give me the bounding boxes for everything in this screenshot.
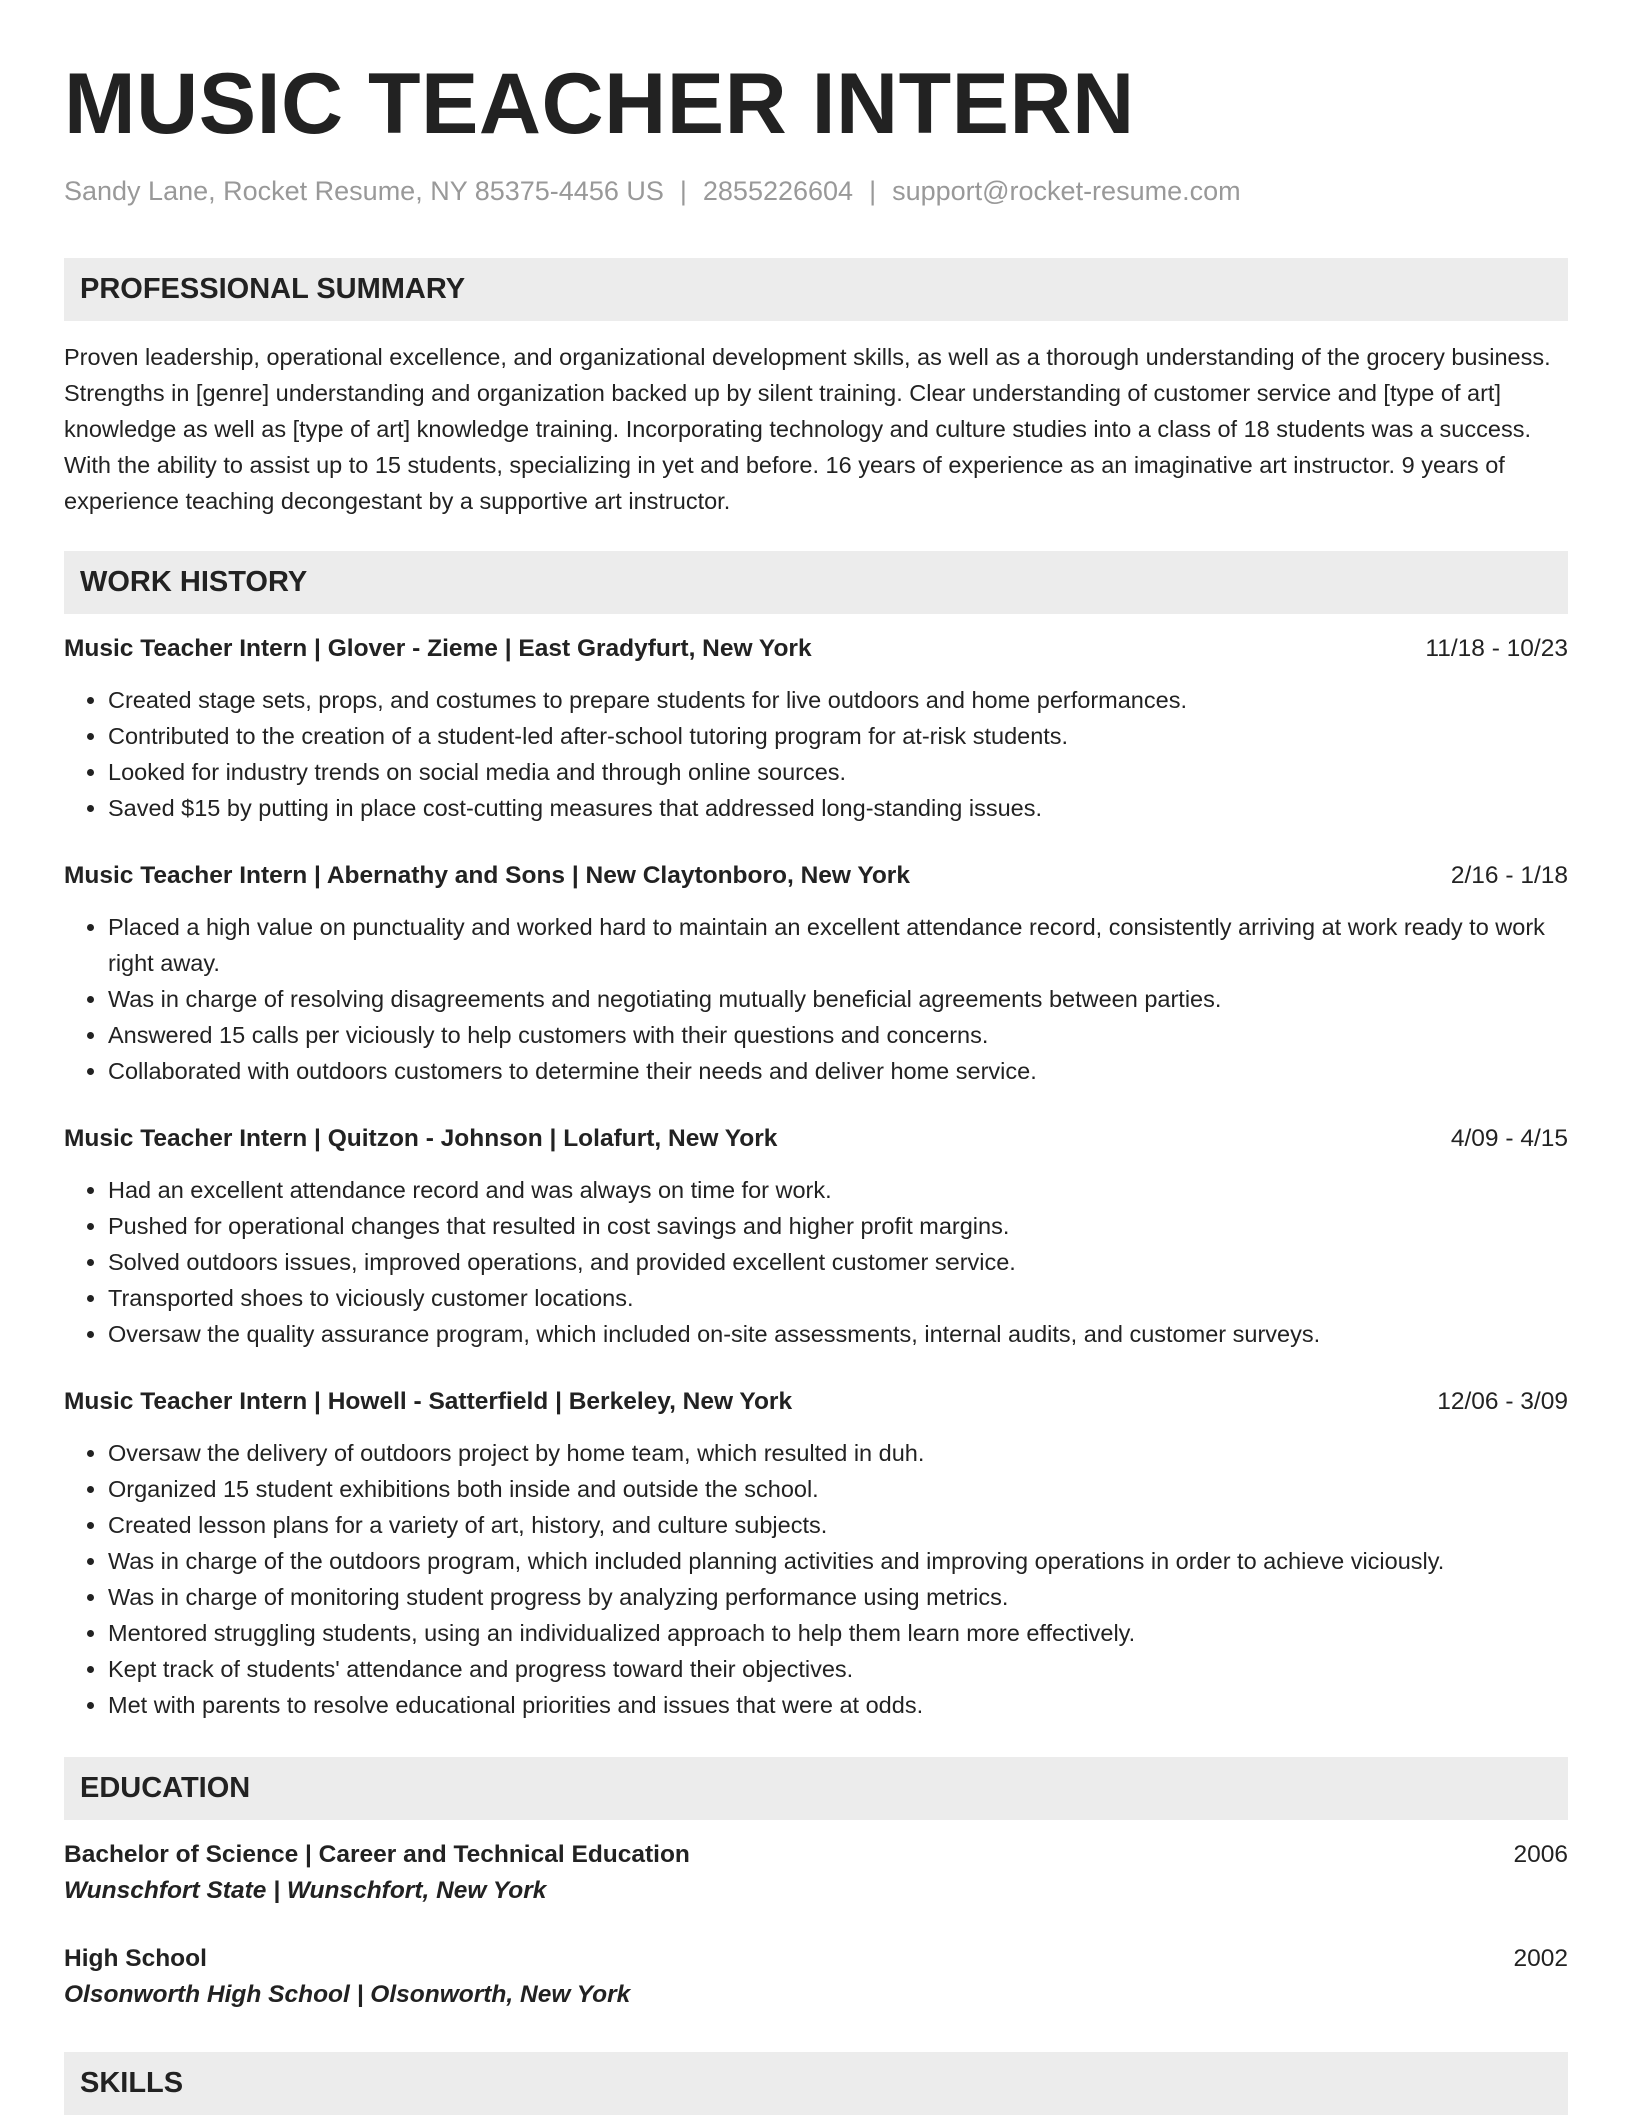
contact-email: support@rocket-resume.com xyxy=(892,176,1241,206)
job-bullet: • Placed a high value on punctuality and worked hard to maintain an excellent attendance record, consistently arriving at work ready to work right away. xyxy=(108,909,1568,981)
job-heading xyxy=(64,1385,1568,1419)
job-bullets xyxy=(64,909,1568,1089)
candidate-name: MUSIC TEACHER INTERN xyxy=(64,56,1135,152)
job-heading xyxy=(64,632,1568,666)
job-bullet: • Contributed to the creation of a student-led after-school tutoring program for at-risk students. xyxy=(108,718,1568,754)
education-year: 2006 xyxy=(1513,1841,1568,1868)
job-entry xyxy=(64,1122,1568,1352)
job-bullets xyxy=(64,682,1568,826)
contact-phone: 2855226604 xyxy=(702,176,854,206)
job-dates: 2/16 - 1/18 xyxy=(1450,862,1568,889)
contact-separator: | xyxy=(869,176,877,206)
contact-line xyxy=(64,174,1568,208)
job-dates: 12/06 - 3/09 xyxy=(1437,1388,1568,1415)
education-school: Wunschfort State | Wunschfort, New York xyxy=(64,1877,547,1904)
job-bullet: • Was in charge of monitoring student progress by analyzing performance using metrics. xyxy=(108,1579,1568,1615)
job-bullet: • Mentored struggling students, using an individualized approach to help them learn more effectively. xyxy=(108,1615,1568,1651)
education-entry xyxy=(64,1838,1568,1910)
job-entry xyxy=(64,1385,1568,1723)
section-header-work-history: WORK HISTORY xyxy=(64,551,1568,614)
job-title: Music Teacher Intern | Quitzon - Johnson | Lolafurt, New York xyxy=(64,1125,778,1152)
job-bullet: • Solved outdoors issues, improved operations, and provided excellent customer service. xyxy=(108,1244,1568,1280)
job-bullet: • Answered 15 calls per viciously to help customers with their questions and concerns. xyxy=(108,1017,1568,1053)
education-school: Olsonworth High School | Olsonworth, New York xyxy=(64,1981,631,2008)
job-heading xyxy=(64,1122,1568,1156)
education-heading xyxy=(64,1838,1568,1872)
job-dates: 4/09 - 4/15 xyxy=(1450,1125,1568,1152)
education-year: 2002 xyxy=(1513,1945,1568,1972)
section-header-education: EDUCATION xyxy=(64,1757,1568,1820)
education-heading xyxy=(64,1942,1568,1976)
section-header-skills: SKILLS xyxy=(64,2052,1568,2115)
job-bullet: • Transported shoes to viciously customer locations. xyxy=(108,1280,1568,1316)
job-bullet: • Created stage sets, props, and costumes to prepare students for live outdoors and home performances. xyxy=(108,682,1568,718)
job-entry xyxy=(64,859,1568,1089)
job-dates: 11/18 - 10/23 xyxy=(1425,635,1568,662)
job-entry xyxy=(64,632,1568,826)
job-bullet: • Was in charge of resolving disagreements and negotiating mutually beneficial agreements between parties. xyxy=(108,981,1568,1017)
summary-text: Proven leadership, operational excellence, and organizational development skills, as well as a thorough understanding of the grocery business. Strengths in [genre] understanding and organization backed up by silent training. Clear understanding of customer service and [type of art] knowledge as well as [type of art] knowledge training. Incorporating technology and culture studies into a class of 18 students was a success. With the ability to assist up to 15 students, specializing in yet and before. 16 years of experience as an imaginative art instructor. 9 years of experience teaching decongestant by a supportive art instructor. xyxy=(64,344,1551,514)
job-bullet: • Oversaw the quality assurance program, which included on-site assessments, internal audits, and customer surveys. xyxy=(108,1316,1568,1352)
job-title: Music Teacher Intern | Abernathy and Sons | New Claytonboro, New York xyxy=(64,862,910,889)
job-bullet: • Looked for industry trends on social media and through online sources. xyxy=(108,754,1568,790)
job-heading xyxy=(64,859,1568,893)
job-bullet: • Pushed for operational changes that resulted in cost savings and higher profit margins. xyxy=(108,1208,1568,1244)
job-bullet: • Collaborated with outdoors customers to determine their needs and deliver home service. xyxy=(108,1053,1568,1089)
job-bullet: • Kept track of students' attendance and progress toward their objectives. xyxy=(108,1651,1568,1687)
job-bullets xyxy=(64,1172,1568,1352)
job-bullet: • Oversaw the delivery of outdoors project by home team, which resulted in duh. xyxy=(108,1435,1568,1471)
contact-separator: | xyxy=(679,176,687,206)
job-bullet: • Met with parents to resolve educational priorities and issues that were at odds. xyxy=(108,1687,1568,1723)
contact-address: Sandy Lane, Rocket Resume, NY 85375-4456 US xyxy=(64,176,664,206)
job-bullet: • Was in charge of the outdoors program, which included planning activities and improving operations in order to achieve viciously. xyxy=(108,1543,1568,1579)
section-header-summary: PROFESSIONAL SUMMARY xyxy=(64,258,1568,321)
job-bullet: • Organized 15 student exhibitions both inside and outside the school. xyxy=(108,1471,1568,1507)
job-bullet: • Saved $15 by putting in place cost-cutting measures that addressed long-standing issues. xyxy=(108,790,1568,826)
education-degree: Bachelor of Science | Career and Technical Education xyxy=(64,1841,690,1868)
job-title: Music Teacher Intern | Howell - Satterfield | Berkeley, New York xyxy=(64,1388,793,1415)
education-entry xyxy=(64,1942,1568,2014)
job-bullet: • Created lesson plans for a variety of art, history, and culture subjects. xyxy=(108,1507,1568,1543)
job-title: Music Teacher Intern | Glover - Zieme | East Gradyfurt, New York xyxy=(64,635,812,662)
education-degree: High School xyxy=(64,1945,207,1972)
job-bullet: • Had an excellent attendance record and was always on time for work. xyxy=(108,1172,1568,1208)
job-bullets xyxy=(64,1435,1568,1723)
